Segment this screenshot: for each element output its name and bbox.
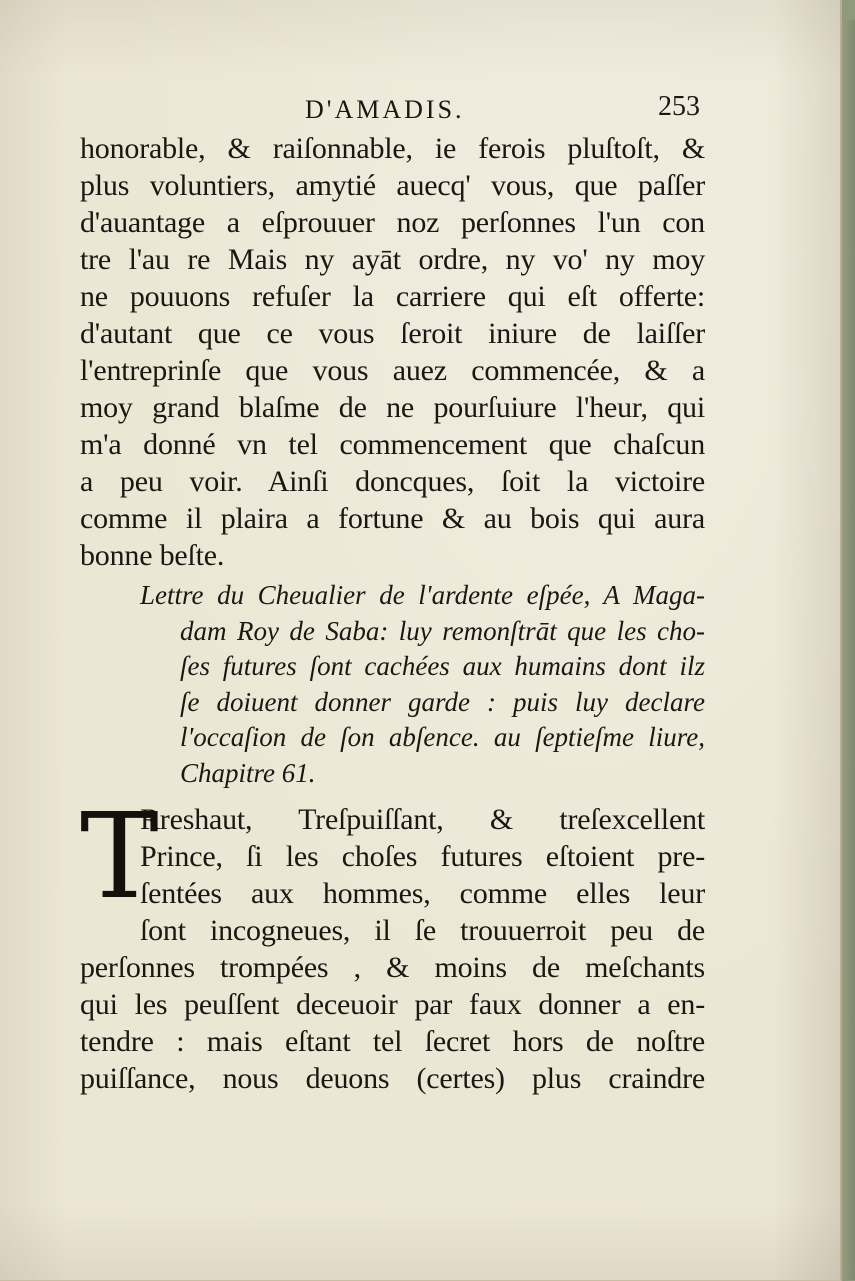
chapter-line: Prince, ſi les choſes futures eſtoient pre- (140, 840, 705, 873)
page-header (85, 91, 700, 131)
chapter-line: Rreshaut, Treſpuiſſant, & treſexcellent (140, 803, 705, 836)
chapter-heading-line: ſes futures ſont cachées aux humains dont ilz (180, 651, 705, 681)
text-block (80, 130, 705, 1097)
running-head: D'AMADIS. (305, 95, 465, 124)
page-number: 253 (658, 91, 700, 122)
body-line: moy grand blaſme de ne pourſuiure l'heur, qui (80, 391, 705, 424)
chapter-line: qui les peuſſent deceuoir par faux donner a en- (80, 988, 705, 1021)
chapter-heading-line: Chapitre 61. (180, 757, 316, 788)
body-line: a peu voir. Ainſi doncques, ſoit la victoire (80, 465, 705, 498)
chapter-line: tendre : mais eſtant tel ſecret hors de noſtre (80, 1025, 705, 1058)
body-line: d'autant que ce vous ſeroit iniure de laiſſer (80, 317, 705, 350)
chapter-line: ſont incogneues, il ſe trouuerroit peu de (140, 914, 705, 947)
body-line: d'auantage a eſprouuer noz perſonnes l'un con (80, 206, 705, 239)
body-line: honorable, & raiſonnable, ie ferois pluſtoſt, & (80, 132, 705, 165)
chapter-body (80, 787, 705, 1097)
chapter-heading-line: Lettre du Cheualier de l'ardente eſpée, A Maga- (140, 580, 705, 610)
chapter-line: puiſſance, nous deuons (certes) plus craindre (80, 1062, 705, 1095)
body-line: ne pouuons refuſer la carriere qui eſt offerte: (80, 280, 705, 313)
chapter-heading-line: l'occaſion de ſon abſence. au ſeptieſme liure, (180, 722, 705, 752)
body-line: m'a donné vn tel commencement que chaſcun (80, 428, 705, 461)
body-line: l'entreprinſe que vous auez commencée, & a (80, 354, 705, 387)
chapter-heading (80, 578, 705, 791)
chapter-heading-line: dam Roy de Saba: luy remonſtrāt que les cho- (180, 615, 705, 646)
body-line: comme il plaira a fortune & au bois qui aura (80, 502, 705, 535)
chapter-line: perſonnes trompées , & moins de meſchants (80, 951, 705, 984)
chapter-heading-line: ſe doiuent donner garde : puis luy declare (180, 686, 705, 717)
chapter-line: ſentées aux hommes, comme elles leur (140, 877, 705, 910)
body-line: bonne beſte. (80, 539, 225, 572)
body-line: tre l'au re Mais ny ayāt ordre, ny vo' ny moy (80, 243, 705, 276)
body-line: plus voluntiers, amytié auecq' vous, que paſſer (80, 169, 705, 202)
drop-cap: T (80, 787, 159, 925)
